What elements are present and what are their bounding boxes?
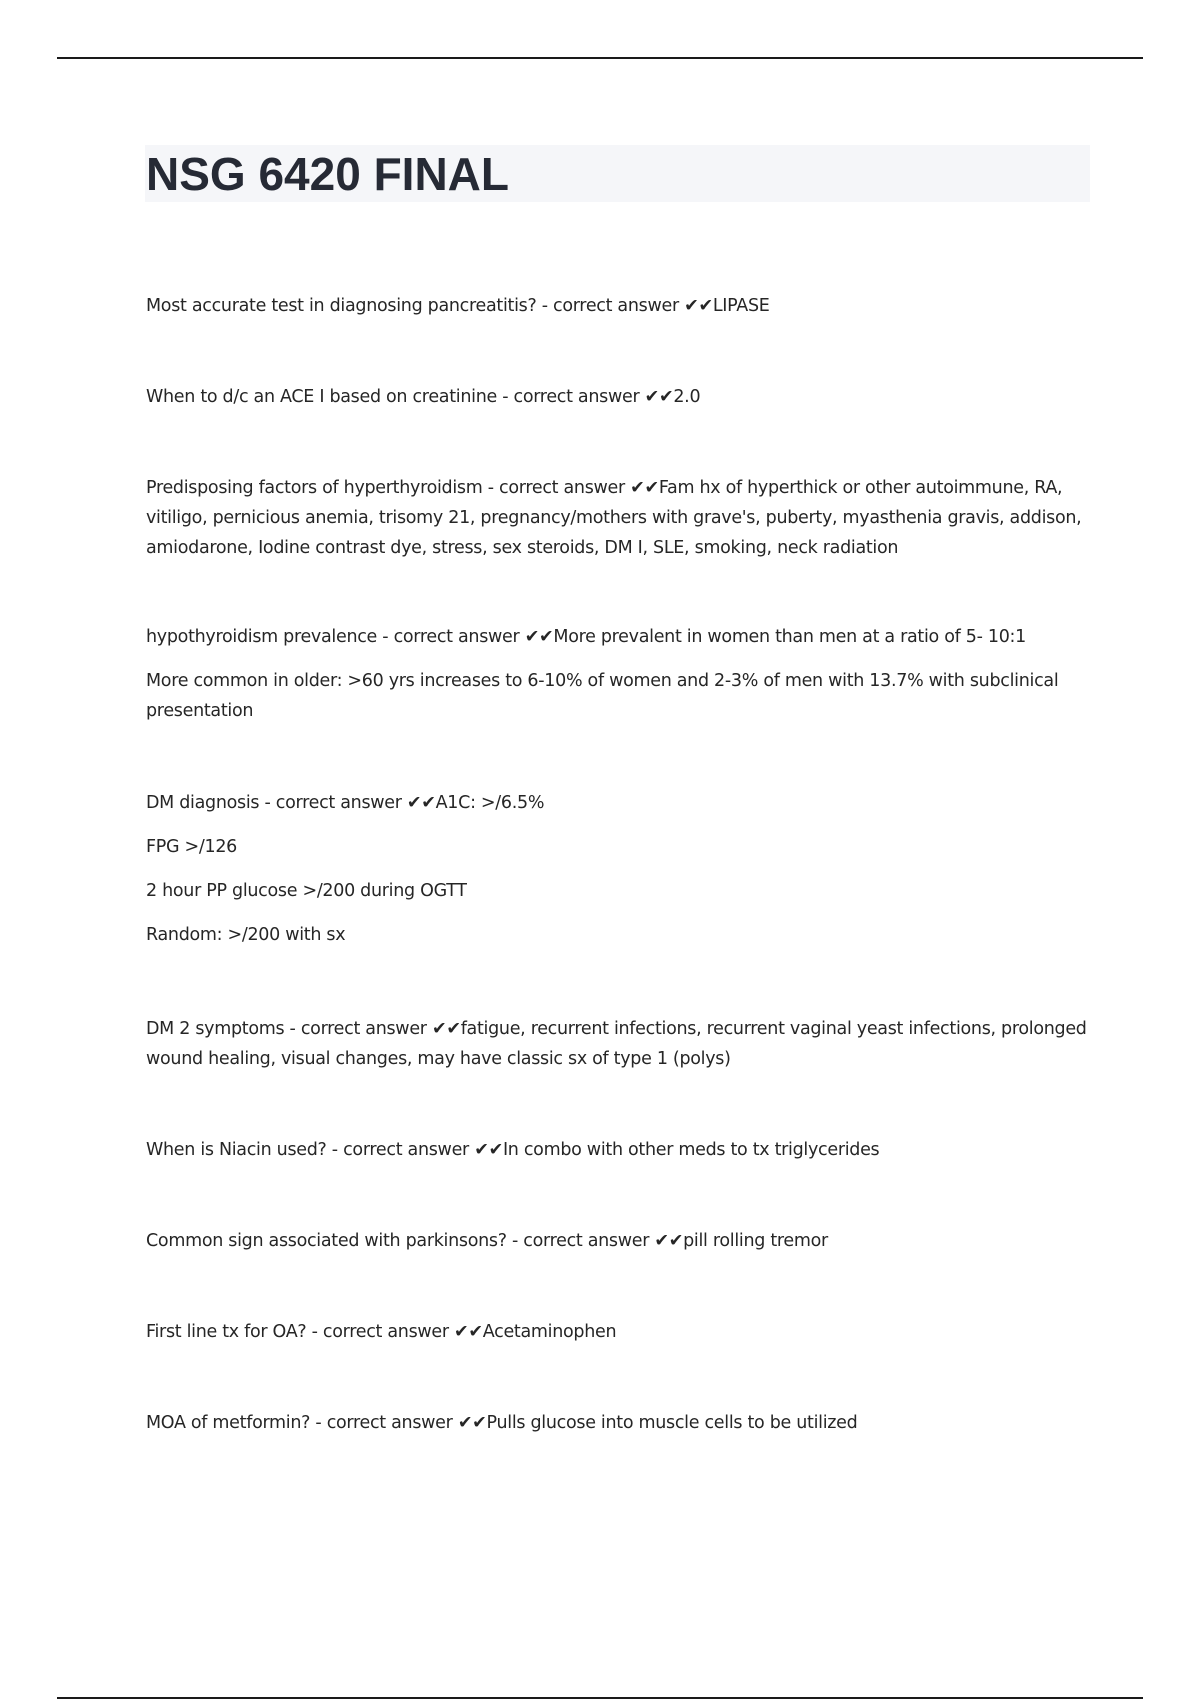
qa-item — [146, 382, 1096, 412]
question-text: DM diagnosis — [146, 793, 260, 813]
question-text: Common sign associated with parkinsons? — [146, 1231, 507, 1251]
qa-item — [146, 291, 1096, 321]
answer-text: More prevalent in women than men at a ratio of 5- 10:1 — [553, 627, 1026, 647]
qa-question-line — [146, 1135, 1096, 1165]
question-text: Predisposing factors of hyperthyroidism — [146, 478, 483, 498]
checkmark-icon: ✔✔ — [644, 387, 674, 407]
checkmark-icon: ✔✔ — [431, 1019, 461, 1039]
checkmark-icon: ✔✔ — [454, 1322, 483, 1342]
qa-question-line — [146, 473, 1096, 563]
answer-separator: - correct answer — [506, 1231, 655, 1251]
qa-item — [146, 473, 1096, 563]
qa-question-line — [146, 622, 1096, 652]
qa-question-line — [146, 1317, 1096, 1347]
answer-continuation: FPG >/126 — [146, 837, 238, 857]
checkmark-icon: ✔✔ — [474, 1140, 503, 1160]
checkmark-icon: ✔✔ — [630, 478, 659, 498]
question-text: MOA of metformin? — [146, 1413, 311, 1433]
question-text: Most accurate test in diagnosing pancreatitis? — [146, 296, 537, 316]
answer-separator: - correct answer — [310, 1413, 458, 1433]
top-divider — [57, 57, 1143, 59]
checkmark-icon: ✔✔ — [684, 296, 713, 316]
page-title: NSG 6420 FINAL — [146, 148, 509, 200]
qa-question-line — [146, 1014, 1096, 1074]
question-text: DM 2 symptoms — [146, 1019, 285, 1039]
answer-separator: - correct answer — [377, 627, 525, 647]
answer-separator: - correct answer — [259, 793, 407, 813]
qa-question-line — [146, 1408, 1096, 1438]
answer-text: 2.0 — [673, 387, 701, 407]
answer-separator: - correct answer — [284, 1019, 432, 1039]
question-text: When is Niacin used? — [146, 1140, 327, 1160]
answer-continuation: Random: >/200 with sx — [146, 925, 346, 945]
checkmark-icon: ✔✔ — [654, 1231, 684, 1251]
question-text: hypothyroidism prevalence — [146, 627, 378, 647]
qa-item — [146, 1317, 1096, 1347]
answer-text: Acetaminophen — [482, 1322, 617, 1342]
qa-item — [146, 1226, 1096, 1256]
qa-question-line — [146, 1226, 1096, 1256]
qa-item — [146, 622, 1096, 726]
answer-separator: - correct answer — [306, 1322, 455, 1342]
answer-text: LIPASE — [712, 296, 770, 316]
answer-text: A1C: >/6.5% — [435, 793, 545, 813]
question-text: When to d/c an ACE I based on creatinine — [146, 387, 497, 407]
checkmark-icon: ✔✔ — [457, 1413, 487, 1433]
qa-item — [146, 1408, 1096, 1438]
qa-item — [146, 1014, 1096, 1074]
qa-item — [146, 1135, 1096, 1165]
question-text: First line tx for OA? — [146, 1322, 307, 1342]
answer-text: Pulls glucose into muscle cells to be utilized — [486, 1413, 858, 1433]
answer-separator: - correct answer — [536, 296, 685, 316]
checkmark-icon: ✔✔ — [524, 627, 554, 647]
bottom-divider — [57, 1697, 1143, 1699]
checkmark-icon: ✔✔ — [406, 793, 436, 813]
qa-question-line — [146, 788, 1096, 818]
answer-text: In combo with other meds to tx triglycerides — [502, 1140, 880, 1160]
answer-continuation: 2 hour PP glucose >/200 during OGTT — [146, 881, 467, 901]
answer-text: pill rolling tremor — [683, 1231, 828, 1251]
answer-text: Fam hx of hyperthick or other autoimmune, RA, vitiligo, pernicious anemia, trisomy 21, pregnancy/mothers with grave's, puberty, myasthenia gravis, addison, amiodarone, Iodine contrast dye, stress, sex steroids, DM I, SLE, smoking, neck radiation — [146, 478, 1082, 558]
qa-question-line — [146, 291, 1096, 321]
qa-item — [146, 788, 1096, 950]
answer-text: fatigue, recurrent infections, recurrent vaginal yeast infections, prolonged wound healing, visual changes, may have classic sx of type 1 (polys) — [146, 1019, 1087, 1069]
answer-separator: - correct answer — [326, 1140, 475, 1160]
answer-separator: - correct answer — [496, 387, 645, 407]
qa-question-line — [146, 382, 1096, 412]
answer-separator: - correct answer — [482, 478, 631, 498]
answer-continuation: More common in older: >60 yrs increases to 6-10% of women and 2-3% of men with 13.7% with subclinical presentation — [146, 671, 1059, 721]
